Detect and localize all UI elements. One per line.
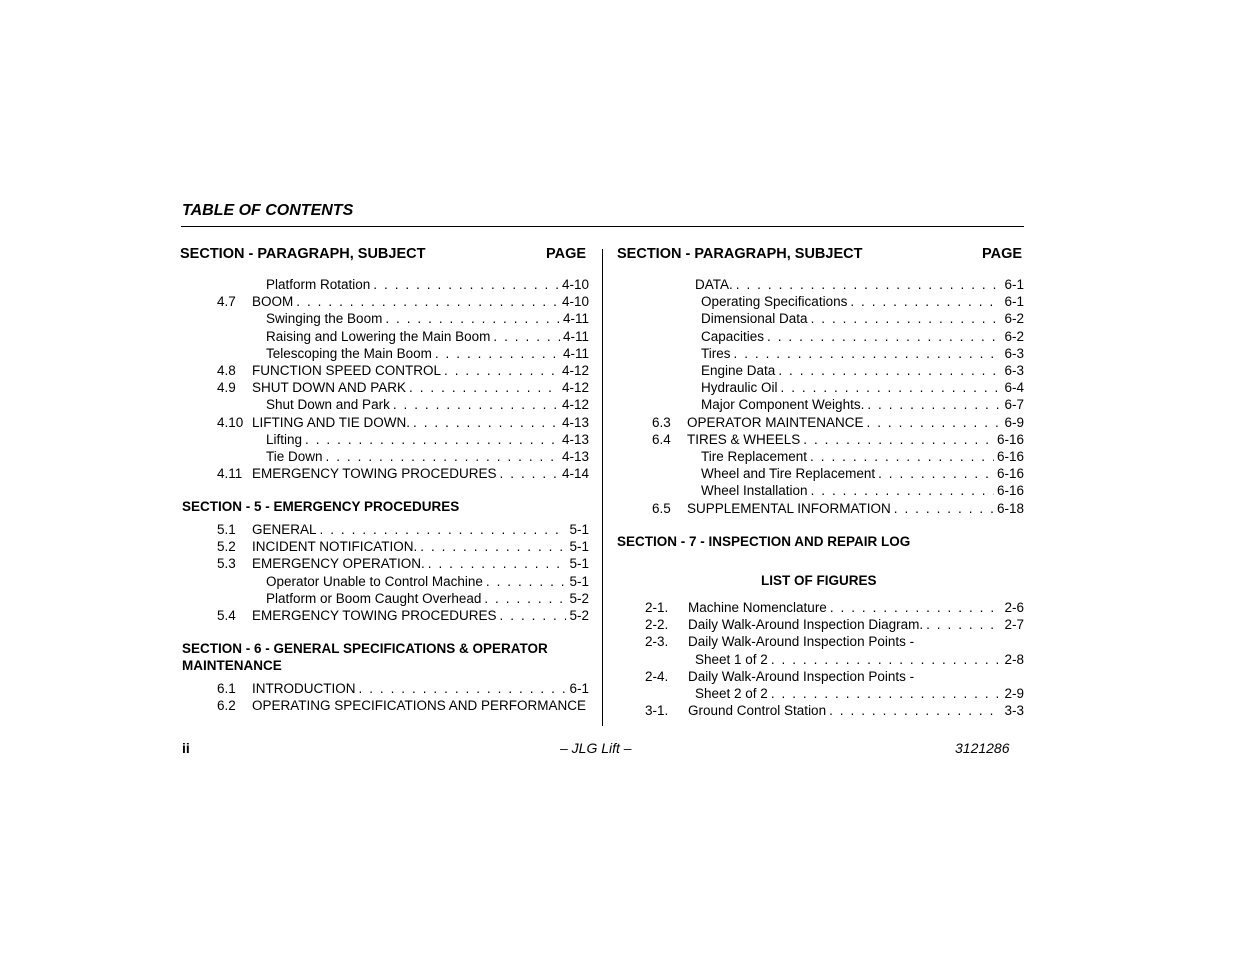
dot-leader: [736, 276, 1002, 293]
toc-entry-label: LIFTING AND TIE DOWN.: [252, 414, 411, 430]
toc-entry[interactable]: [652, 396, 1024, 413]
dot-leader: [393, 396, 559, 413]
toc-entry[interactable]: [652, 482, 1024, 499]
toc-entry-label: Daily Walk-Around Inspection Diagram.: [688, 617, 924, 633]
dot-leader: [500, 465, 559, 482]
toc-entry-label: Dimensional Data: [701, 311, 808, 327]
toc-entry-label: Capacities: [701, 328, 765, 344]
toc-entry-page: 5-1: [569, 522, 589, 537]
dot-leader: [413, 414, 559, 431]
toc-entry-number: 2-1.: [645, 600, 669, 615]
toc-entry-number: 5.2: [217, 539, 236, 555]
toc-entry[interactable]: [217, 697, 589, 714]
toc-entry-label: OPERATOR MAINTENANCE: [687, 414, 864, 430]
dot-leader: [867, 396, 1001, 413]
toc-entry[interactable]: [217, 538, 589, 555]
toc-entry-number: 4.9: [217, 380, 236, 396]
section-6-heading-cont: MAINTENANCE: [182, 658, 282, 673]
toc-entry-page: 4-13: [561, 414, 589, 430]
toc-entry-number: 4.8: [217, 363, 236, 378]
toc-entry[interactable]: [645, 702, 1024, 719]
page-title: TABLE OF CONTENTS: [182, 202, 354, 219]
section-5-heading: SECTION - 5 - EMERGENCY PROCEDURES: [182, 499, 460, 514]
toc-entry[interactable]: [217, 521, 589, 538]
toc-entry-label: Sheet 2 of 2: [695, 686, 768, 701]
toc-entry-page: 4-11: [562, 345, 589, 361]
dot-leader: [781, 379, 1002, 396]
toc-entry-page: 3-3: [1004, 703, 1024, 719]
toc-entry-number: 5.3: [217, 556, 236, 572]
dot-leader: [320, 521, 567, 538]
dot-leader: [326, 448, 559, 465]
toc-entry[interactable]: [645, 685, 1024, 702]
toc-entry-number: 3-1.: [645, 703, 669, 719]
toc-entry-label: INCIDENT NOTIFICATION.: [252, 539, 418, 555]
dot-leader: [771, 685, 1002, 702]
toc-entry-page: 5-2: [569, 608, 589, 623]
footer-doc-number: 3121286: [955, 740, 1010, 756]
section-6-heading: SECTION - 6 - GENERAL SPECIFICATIONS & OPERATOR: [182, 641, 548, 656]
dot-leader: [359, 680, 567, 697]
dot-leader: [296, 293, 559, 310]
dot-leader: [926, 616, 1001, 633]
dot-leader: [500, 607, 567, 624]
toc-entry-page: 2-8: [1004, 651, 1024, 667]
toc-entry-label: Engine Data: [701, 363, 776, 378]
toc-entry-page: 6-16: [996, 431, 1024, 447]
toc-entry-number: 2-4.: [645, 668, 669, 684]
toc-entry[interactable]: [217, 448, 589, 465]
toc-entry-label: FUNCTION SPEED CONTROL: [252, 363, 442, 378]
toc-entry-label: Platform Rotation: [266, 277, 371, 292]
toc-entry-label: Wheel Installation: [701, 483, 808, 499]
toc-entry-label: Sheet 1 of 2: [695, 651, 768, 667]
toc-entry[interactable]: [217, 590, 589, 607]
toc-entry-page: 6-16: [996, 483, 1024, 499]
left-column-header-subject: SECTION - PARAGRAPH, SUBJECT: [180, 246, 426, 262]
toc-entry-page: 5-1: [569, 556, 589, 572]
toc-entry[interactable]: [645, 633, 1024, 650]
dot-leader: [305, 431, 559, 448]
toc-entry[interactable]: [217, 293, 589, 310]
toc-entry-label: OPERATING SPECIFICATIONS AND PERFORMANCE: [252, 698, 587, 714]
toc-entry-label: Tires: [701, 345, 731, 361]
toc-entry-label: Daily Walk-Around Inspection Points -: [688, 634, 915, 650]
toc-entry[interactable]: [645, 616, 1024, 633]
toc-entry-page: 6-16: [996, 466, 1024, 482]
toc-entry-page: 2-9: [1004, 686, 1024, 701]
toc-entry-page: 6-16: [996, 449, 1024, 464]
toc-entry[interactable]: [652, 276, 1024, 293]
toc-entry[interactable]: [217, 555, 589, 572]
toc-entry-label: Ground Control Station: [688, 703, 827, 719]
toc-entry[interactable]: [217, 414, 589, 431]
column-divider: [602, 249, 603, 726]
toc-entry-page: 6-1: [569, 681, 589, 696]
dot-leader: [409, 379, 559, 396]
left-column-header-page: PAGE: [546, 246, 587, 262]
toc-entry[interactable]: [217, 345, 589, 362]
dot-leader: [771, 651, 1002, 668]
toc-entry-page: 4-10: [561, 294, 589, 310]
toc-entry[interactable]: [652, 293, 1024, 310]
dot-leader: [811, 310, 1002, 327]
toc-entry[interactable]: [652, 362, 1024, 379]
toc-entry[interactable]: [652, 448, 1024, 465]
toc-entry-page: 6-2: [1004, 328, 1024, 344]
dot-leader: [830, 599, 1002, 616]
dot-leader: [420, 538, 566, 555]
toc-entry-page: 6-3: [1004, 363, 1024, 378]
dot-leader: [878, 465, 994, 482]
toc-entry-number: 4.11: [217, 466, 243, 482]
toc-entry[interactable]: [652, 500, 1024, 517]
toc-entry-number: 5.4: [217, 608, 236, 623]
dot-leader: [867, 414, 1002, 431]
dot-leader: [484, 590, 566, 607]
toc-entry-page: 4-11: [562, 328, 589, 344]
toc-entry-label: Telescoping the Main Boom: [266, 345, 432, 361]
toc-entry[interactable]: [217, 607, 589, 624]
toc-entry-number: 4.7: [217, 294, 236, 310]
toc-entry-label: SHUT DOWN AND PARK: [252, 380, 407, 396]
dot-leader: [850, 293, 1001, 310]
toc-entry-page: 4-14: [561, 466, 589, 482]
dot-leader: [486, 573, 567, 590]
toc-entry-number: 6.5: [652, 500, 671, 516]
dot-leader: [811, 482, 994, 499]
dot-leader: [493, 328, 560, 345]
toc-entry[interactable]: [645, 599, 1024, 616]
toc-entry-page: 6-1: [1004, 294, 1024, 310]
dot-leader: [373, 276, 559, 293]
list-of-figures-heading: LIST OF FIGURES: [761, 573, 877, 588]
toc-entry[interactable]: [652, 328, 1024, 345]
toc-entry-page: 5-1: [569, 539, 589, 555]
toc-entry-label: Hydraulic Oil: [701, 380, 778, 396]
toc-entry-number: 2-2.: [645, 617, 669, 633]
dot-leader: [829, 702, 1001, 719]
footer-page-number: ii: [182, 740, 190, 756]
toc-entry-label: Operator Unable to Control Machine: [266, 573, 483, 589]
dot-leader: [428, 555, 567, 572]
toc-entry[interactable]: [652, 345, 1024, 362]
dot-leader: [734, 345, 1002, 362]
toc-entry-page: 6-2: [1004, 311, 1024, 327]
toc-entry-page: 5-1: [569, 573, 589, 589]
toc-entry[interactable]: [217, 431, 589, 448]
toc-entry-label: INTRODUCTION: [252, 681, 356, 696]
toc-entry-number: 6.1: [217, 681, 236, 696]
toc-entry-page: 4-12: [561, 380, 589, 396]
dot-leader: [767, 328, 1001, 345]
toc-entry[interactable]: [217, 396, 589, 413]
toc-entry-label: DATA.: [695, 277, 733, 292]
toc-entry-page: 4-11: [562, 311, 589, 327]
toc-entry[interactable]: [217, 573, 589, 590]
toc-entry-number: 6.3: [652, 414, 671, 430]
right-column-header-subject: SECTION - PARAGRAPH, SUBJECT: [617, 246, 863, 262]
toc-entry-page: 4-12: [561, 363, 589, 378]
toc-entry-page: 6-1: [1004, 277, 1024, 292]
toc-entry-number: 6.4: [652, 431, 671, 447]
toc-entry-label: GENERAL: [252, 522, 317, 537]
toc-entry[interactable]: [217, 680, 589, 697]
toc-entry-label: SUPPLEMENTAL INFORMATION: [687, 500, 891, 516]
right-column-header-page: PAGE: [982, 246, 1023, 262]
toc-entry[interactable]: [217, 362, 589, 379]
toc-entry-label: Operating Specifications: [701, 294, 848, 310]
toc-entry-label: TIRES & WHEELS: [687, 431, 801, 447]
toc-entry-label: Major Component Weights.: [701, 397, 865, 413]
toc-entry[interactable]: [652, 310, 1024, 327]
dot-leader: [810, 448, 994, 465]
toc-entry-label: Tire Replacement: [701, 449, 808, 464]
toc-entry[interactable]: [217, 310, 589, 327]
toc-entry-label: EMERGENCY TOWING PROCEDURES: [252, 608, 497, 623]
toc-entry-page: 4-13: [561, 449, 589, 464]
dot-leader: [444, 362, 559, 379]
toc-entry-label: Shut Down and Park: [266, 397, 390, 413]
toc-entry-number: 5.1: [217, 522, 236, 537]
dot-leader: [778, 362, 1001, 379]
title-rule: [181, 226, 1024, 227]
toc-entry-label: BOOM: [252, 294, 294, 310]
toc-entry-page: 2-6: [1004, 600, 1024, 615]
toc-entry[interactable]: [652, 465, 1024, 482]
dot-leader: [435, 345, 560, 362]
toc-entry-label: Raising and Lowering the Main Boom: [266, 328, 491, 344]
toc-entry-page: 6-18: [996, 500, 1024, 516]
dot-leader: [894, 500, 994, 517]
section-7-heading: SECTION - 7 - INSPECTION AND REPAIR LOG: [617, 534, 911, 549]
toc-entry[interactable]: [652, 414, 1024, 431]
toc-entry[interactable]: [652, 431, 1024, 448]
toc-entry-page: 6-3: [1004, 345, 1024, 361]
toc-entry-page: 5-2: [569, 590, 589, 606]
toc-entry-page: 4-12: [561, 397, 589, 413]
toc-entry-label: Tie Down: [266, 449, 323, 464]
toc-entry-label: Daily Walk-Around Inspection Points -: [688, 668, 915, 684]
toc-entry-label: Wheel and Tire Replacement: [701, 466, 876, 482]
dot-leader: [385, 310, 560, 327]
toc-entry-page: 6-4: [1004, 380, 1024, 396]
toc-entry-label: Platform or Boom Caught Overhead: [266, 590, 482, 606]
toc-entry[interactable]: [217, 379, 589, 396]
toc-entry-page: 6-7: [1004, 397, 1024, 413]
toc-entry[interactable]: [652, 379, 1024, 396]
toc-entry-label: EMERGENCY OPERATION.: [252, 556, 425, 572]
toc-entry-label: EMERGENCY TOWING PROCEDURES: [252, 466, 497, 482]
toc-entry[interactable]: [217, 465, 589, 482]
toc-entry[interactable]: [645, 651, 1024, 668]
toc-entry-number: 6.2: [217, 698, 236, 714]
footer-brand: – JLG Lift –: [560, 740, 632, 756]
dot-leader: [803, 431, 994, 448]
toc-entry[interactable]: [217, 276, 589, 293]
toc-entry-page: 2-7: [1004, 617, 1024, 633]
toc-entry-number: 4.10: [217, 414, 244, 430]
toc-entry-page: 6-9: [1004, 414, 1024, 430]
toc-entry[interactable]: [645, 668, 1024, 685]
toc-entry-label: Lifting: [266, 431, 303, 447]
toc-entry-page: 4-13: [561, 431, 589, 447]
toc-entry-number: 2-3.: [645, 634, 669, 650]
toc-entry-page: 4-10: [561, 277, 589, 292]
toc-entry-label: Swinging the Boom: [266, 311, 383, 327]
toc-entry-label: Machine Nomenclature: [688, 600, 827, 615]
toc-entry[interactable]: [217, 328, 589, 345]
